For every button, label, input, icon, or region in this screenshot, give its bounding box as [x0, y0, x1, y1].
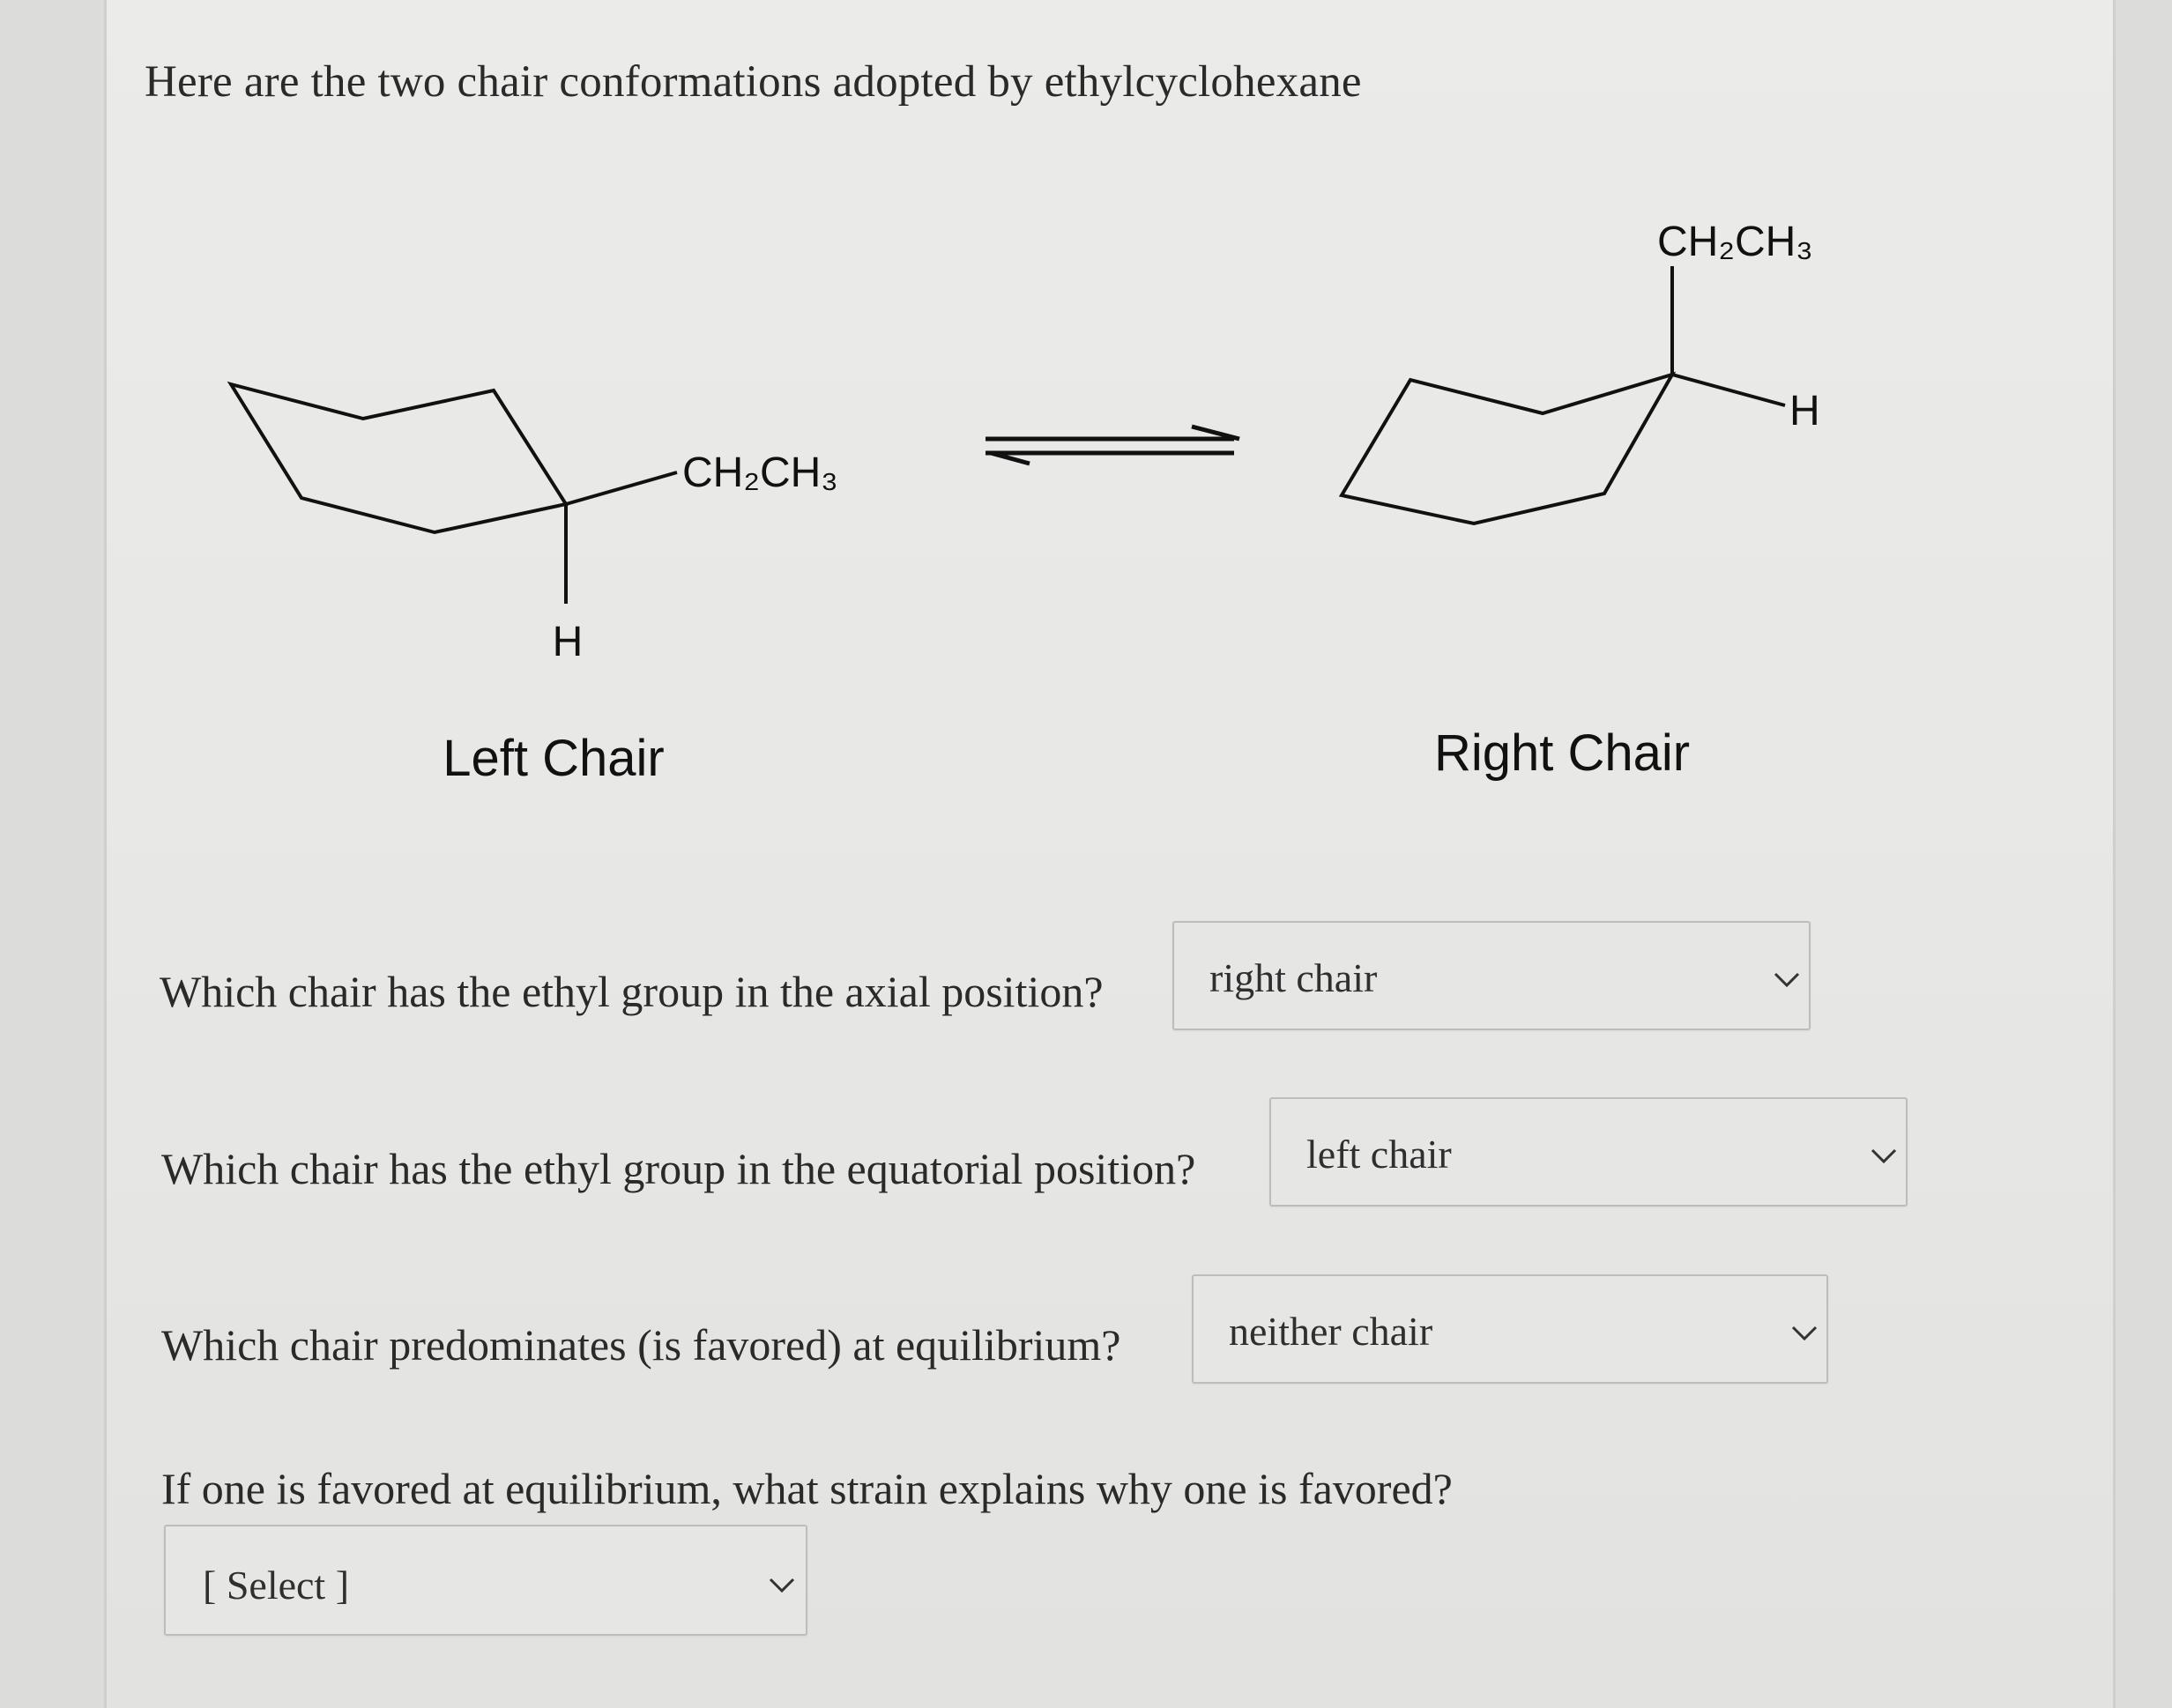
right-chair-equatorial-bond [1672, 375, 1785, 405]
right-chair-hydrogen: H [1789, 388, 1820, 434]
equilibrium-selected-value: neither chair [1229, 1309, 1433, 1354]
strain-selected-value: [ Select ] [203, 1563, 350, 1608]
right-chair-caption: Right Chair [1433, 724, 1691, 782]
question-intro-text: Here are the two chair conformations adopted by ethylcyclohexane [145, 57, 1362, 107]
axial-position-select[interactable] [1172, 921, 1811, 1030]
question-axial-label: Which chair has the ethyl group in the axial position? [160, 967, 1104, 1016]
left-chair-substituent: CH₂CH₃ [682, 449, 838, 496]
right-chair-ring [1342, 375, 1672, 524]
left-chair-caption: Left Chair [443, 730, 665, 787]
equilibrium-select[interactable] [1192, 1274, 1828, 1384]
right-chair-substituent: CH₂CH₃ [1657, 219, 1813, 265]
left-chair-hydrogen: H [552, 619, 584, 665]
strain-select[interactable] [164, 1525, 807, 1636]
axial-position-selected-value: right chair [1209, 955, 1378, 1000]
question-strain-label: If one is favored at equilibrium, what strain explains why one is favored? [161, 1464, 1453, 1513]
chevron-down-icon[interactable] [1791, 1326, 1818, 1341]
chevron-down-icon[interactable] [769, 1578, 795, 1593]
left-chair-equatorial-bond [566, 472, 677, 504]
question-equilibrium-label: Which chair predominates (is favored) at equilibrium? [161, 1320, 1121, 1370]
question-equatorial-label: Which chair has the ethyl group in the equatorial position? [161, 1144, 1196, 1193]
left-chair-ring [231, 384, 566, 532]
chevron-down-icon[interactable] [1871, 1148, 1897, 1164]
equatorial-position-selected-value: left chair [1306, 1132, 1452, 1177]
chevron-down-icon[interactable] [1774, 972, 1800, 988]
equilibrium-arrows-icon [986, 427, 1239, 464]
equatorial-position-select[interactable] [1269, 1097, 1908, 1207]
